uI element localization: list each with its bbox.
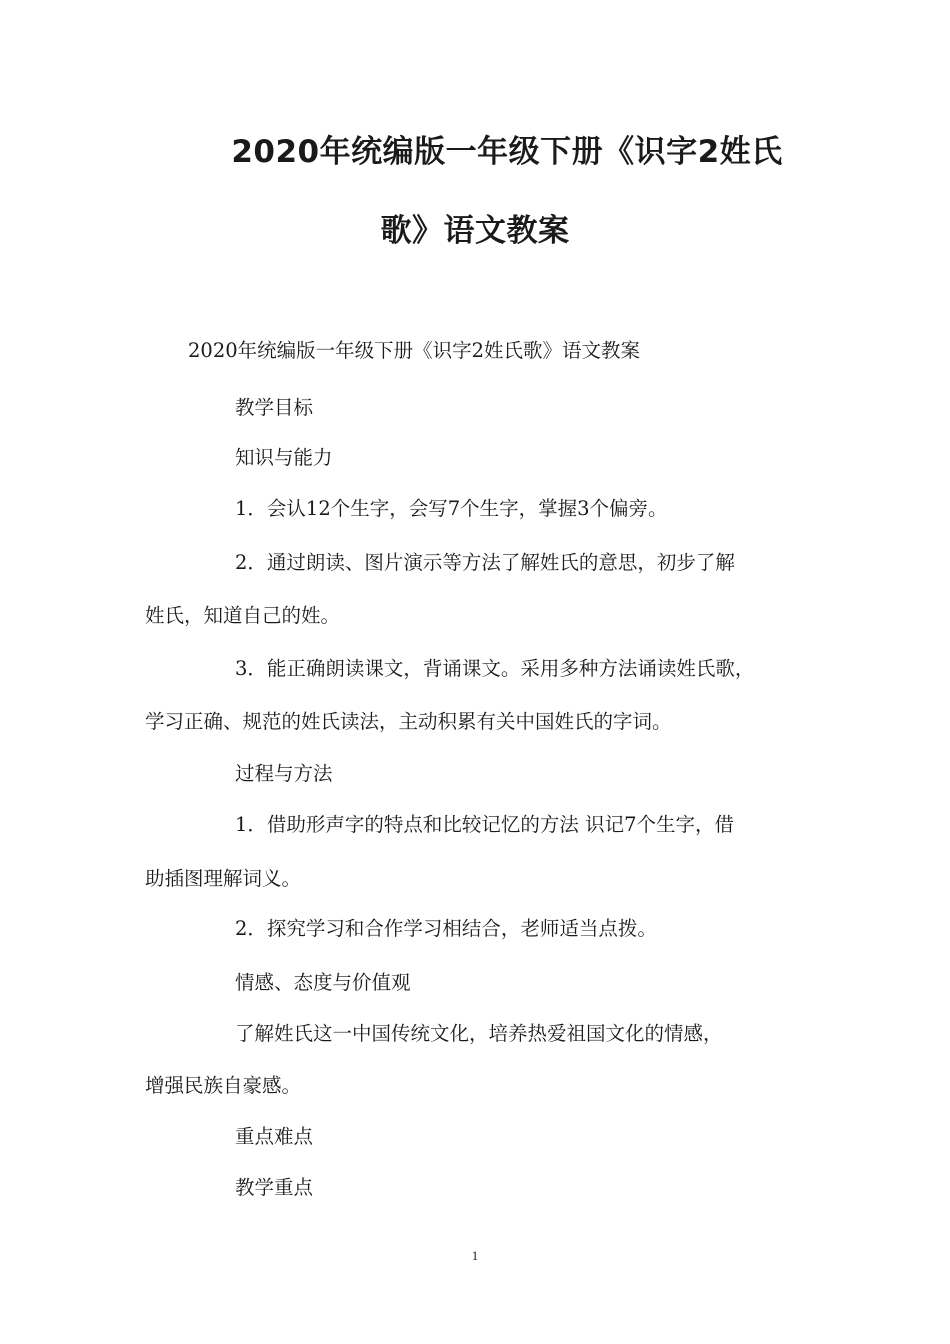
paragraph-item-3-cont: 学习正确、规范的姓氏读法，主动积累有关中国姓氏的字词。 xyxy=(145,710,672,733)
paragraph-emotion-cont: 增强民族自豪感。 xyxy=(145,1074,302,1097)
heading-key-difficult: 重点难点 xyxy=(235,1125,314,1148)
paragraph-item-1: 1．会认12个生字，会写7个生字，掌握3个偏旁。 xyxy=(235,497,668,520)
heading-teaching-focus: 教学重点 xyxy=(235,1176,314,1199)
paragraph-item-2-cont: 姓氏，知道自己的姓。 xyxy=(145,604,341,627)
paragraph-method-2: 2．探究学习和合作学习相结合，老师适当点拨。 xyxy=(235,917,657,940)
paragraph-method-1-cont: 助插图理解词义。 xyxy=(145,867,302,890)
title-line-1: 2020年统编版一年级下册《识字2姓氏 xyxy=(231,134,783,170)
heading-emotion-values: 情感、态度与价值观 xyxy=(235,971,411,994)
subtitle: 2020年统编版一年级下册《识字2姓氏歌》语文教案 xyxy=(188,339,641,362)
paragraph-item-3: 3．能正确朗读课文，背诵课文。采用多种方法诵读姓氏歌， xyxy=(235,657,755,680)
paragraph-item-2: 2．通过朗读、图片演示等方法了解姓氏的意思，初步了解 xyxy=(235,551,735,574)
title-line-2: 歌》语文教案 xyxy=(380,213,570,249)
paragraph-emotion: 了解姓氏这一中国传统文化，培养热爱祖国文化的情感， xyxy=(235,1022,723,1045)
heading-knowledge-ability: 知识与能力 xyxy=(235,446,333,469)
paragraph-method-1: 1．借助形声字的特点和比较记忆的方法 识记7个生字，借 xyxy=(235,813,735,836)
heading-teaching-goals: 教学目标 xyxy=(235,396,314,419)
heading-process-method: 过程与方法 xyxy=(235,762,333,785)
page-number: 1 xyxy=(471,1248,479,1263)
